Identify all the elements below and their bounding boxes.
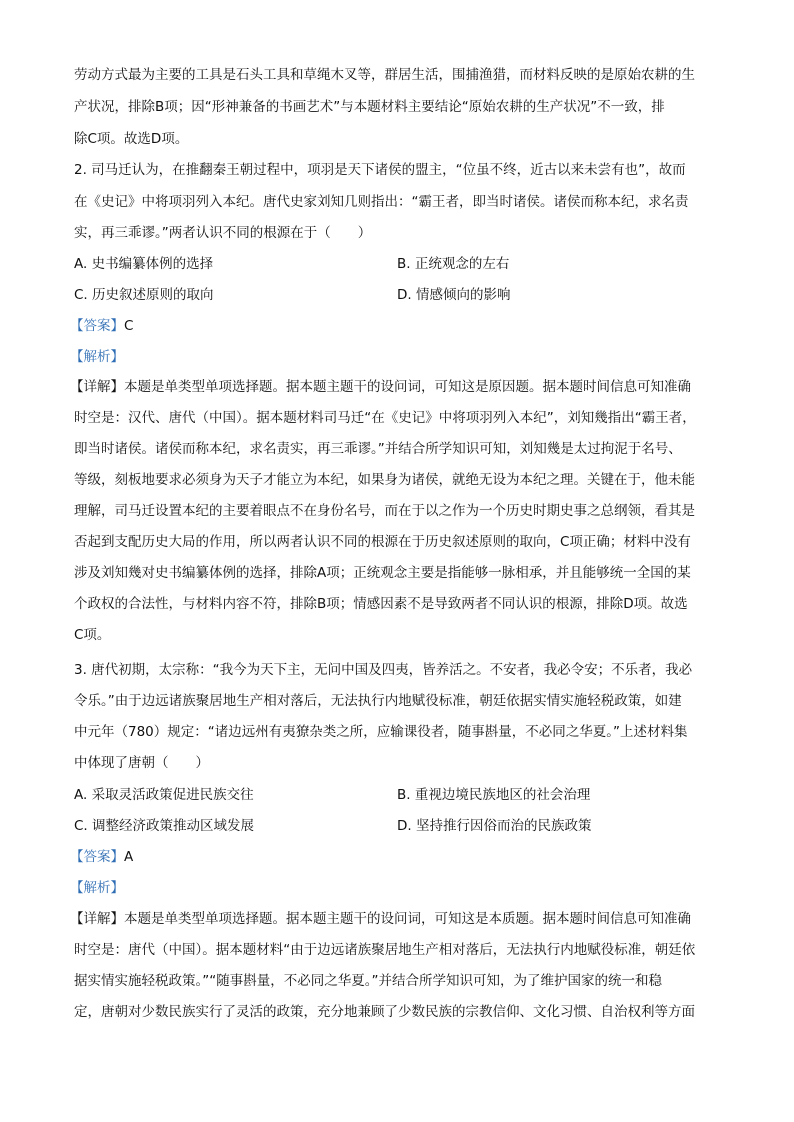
question-2-option-a: A. 史书编纂体例的选择 [74, 256, 214, 272]
question-2-analysis-label: 【解析】 [70, 349, 124, 365]
answer-value: A [124, 849, 134, 865]
intro-line: 除C项。故选D项。 [74, 131, 189, 147]
question-2-option-c: C. 历史叙述原则的取向 [74, 287, 214, 303]
question-3-detail-line: 【详解】本题是单类型单项选择题。据本题主题干的设问词，可知这是本质题。据本题时间信息可知准确 [70, 911, 691, 927]
question-3-option-b: B. 重视边境民族地区的社会治理 [397, 787, 591, 803]
intro-line: 劳动方式最为主要的工具是石头工具和草绳木叉等，群居生活，围捕渔猎，而材料反映的是原始农耕的生 [74, 67, 695, 83]
question-3-stem: 中元年（780）规定：“诸边远州有夷獠杂类之所，应输课役者，随事斟量，不必同之华夏。”上述材料集 [74, 724, 688, 740]
answer-label: 【答案】 [70, 318, 124, 334]
question-3-answer [70, 847, 133, 867]
question-3-analysis-label: 【解析】 [70, 880, 124, 896]
question-3-stem: 令乐。”由于边远诸族聚居地生产相对落后，无法执行内地赋役标准，朝廷依据实情实施轻税政策，如建 [74, 693, 682, 709]
question-2-answer [70, 316, 133, 336]
question-2-option-b: B. 正统观念的左右 [397, 256, 510, 272]
question-2-detail-line: 理解，司马迁设置本纪的主要着眼点不在身份名号，而在于以之作为一个历史时期史事之总纲领，看其是 [74, 503, 695, 519]
question-2-detail-line: 个政权的合法性，与材料内容不符，排除B项；情感因素不是导致两者不同认识的根源，排除D项。故选 [74, 596, 688, 612]
question-2-option-d: D. 情感倾向的影响 [397, 287, 511, 303]
question-3-option-a: A. 采取灵活政策促进民族交往 [74, 787, 254, 803]
question-3-detail-line: 时空是：唐代（中国）。据本题材料“由于边远诸族聚居地生产相对落后，无法执行内地赋役标准，朝廷依 [74, 942, 696, 958]
question-3-stem: 3. 唐代初期，太宗称：“我今为天下主，无问中国及四夷，皆养活之。不安者，我必令安；不乐者，我必 [74, 662, 693, 678]
question-3-detail-line: 定，唐朝对少数民族实行了灵活的政策，充分地兼顾了少数民族的宗教信仰、文化习惯、自治权利等方面 [74, 1004, 695, 1020]
question-3-option-d: D. 坚持推行因俗而治的民族政策 [397, 818, 592, 834]
question-2-detail-line: 时空是：汉代、唐代（中国）。据本题材料司马迁“在《史记》中将项羽列入本纪”，刘知幾指出“霸王者， [74, 410, 696, 426]
question-2-detail-line: 否起到支配历史大局的作用，所以两者认识不同的根源在于历史叙述原则的取向，C项正确；材料中没有 [74, 534, 691, 550]
question-2-detail-line: C项。 [74, 627, 111, 643]
question-2-detail-line: 即当时诸侯。诸侯而称本纪，求名责实，再三乖谬。”并结合所学知识可知，刘知幾是太过拘泥于名号、 [74, 441, 682, 457]
question-2-stem: 在《史记》中将项羽列入本纪。唐代史家刘知几则指出：“霸王者，即当时诸侯。诸侯而称本纪，求名责 [74, 194, 689, 210]
question-3-option-c: C. 调整经济政策推动区域发展 [74, 818, 255, 834]
question-2-detail-line: 涉及刘知幾对史书编纂体例的选择，排除A项；正统观念主要是指能够一脉相承，并且能够统一全国的某 [74, 565, 691, 581]
question-3-detail-line: 据实情实施轻税政策。”“随事斟量，不必同之华夏。”并结合所学知识可知，为了维护国家的统一和稳 [74, 973, 662, 989]
answer-label: 【答案】 [70, 849, 124, 865]
question-2-detail-line: 等级，刻板地要求必须身为天子才能立为本纪，如果身为诸侯，就绝无设为本纪之理。关键在于，他未能 [74, 472, 695, 488]
question-2-detail-line: 【详解】本题是单类型单项选择题。据本题主题干的设问词，可知这是原因题。据本题时间信息可知准确 [70, 379, 691, 395]
question-3-stem: 中体现了唐朝（ ） [74, 755, 209, 771]
question-2-stem: 实，再三乖谬。”两者认识不同的根源在于（ ） [74, 225, 372, 241]
question-2-stem: 2. 司马迁认为，在推翻秦王朝过程中，项羽是天下诸侯的盟主，“位虽不终，近古以来未尝有也”，故而 [74, 162, 686, 178]
answer-value: C [124, 318, 134, 334]
intro-line: 产状况，排除B项；因“形神兼备的书画艺术”与本题材料主要结论“原始农耕的生产状况”不一致，排 [74, 99, 665, 115]
